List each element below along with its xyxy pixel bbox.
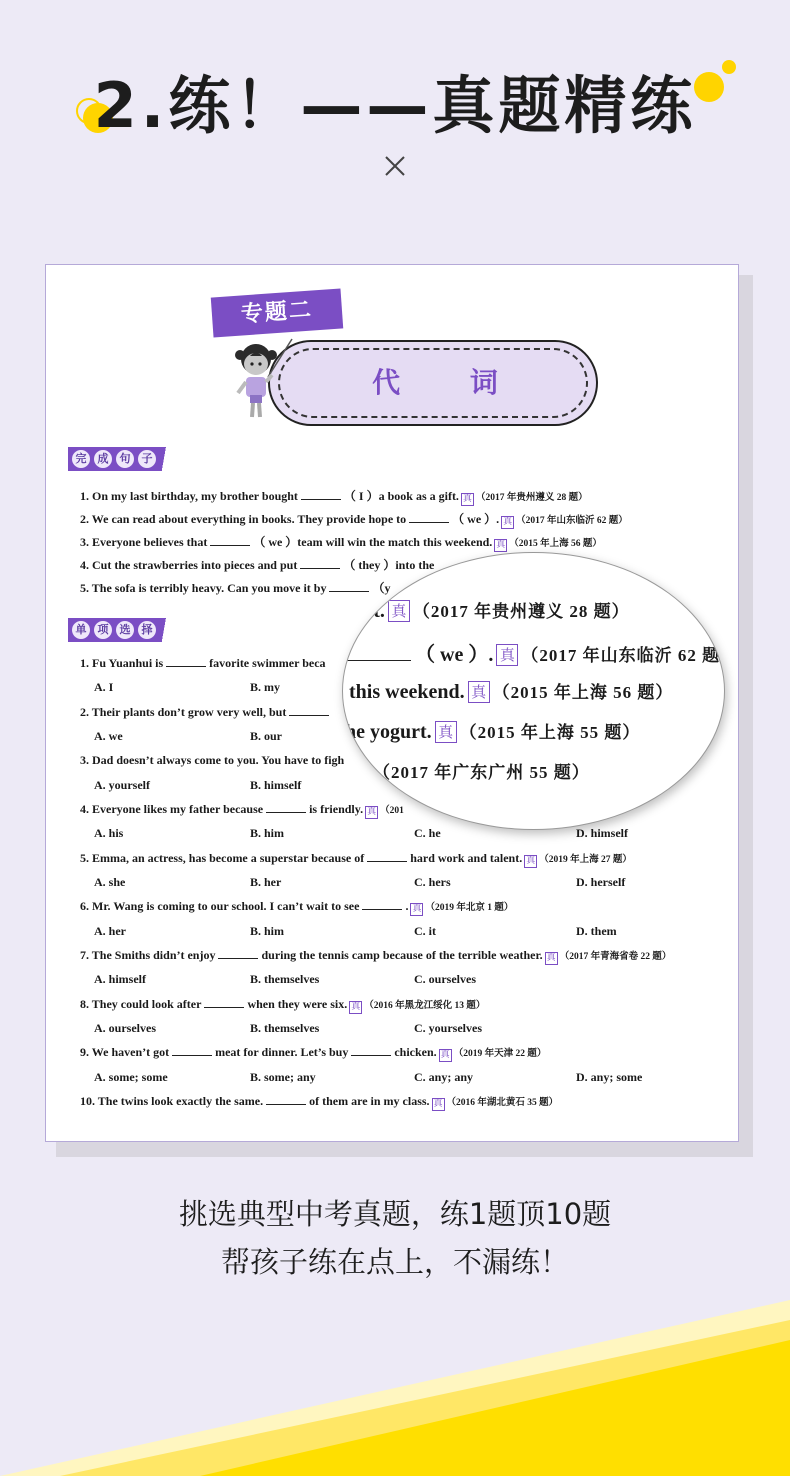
lens-line: （2017 年广东广州 55 题） (373, 763, 590, 782)
topic-banner: 专题二 (211, 289, 343, 338)
choice-option: A. yourself (94, 778, 150, 792)
choice-option: A. we (94, 729, 123, 743)
choice-option: B. her (250, 875, 282, 889)
choice-option: B. him (250, 826, 285, 840)
choice-question: 5. Emma, an actress, has become a superstar because of hard work and talent. 真 （2019 年上海 27 题） (80, 851, 632, 866)
caption-line-2: 帮孩子练在点上，不漏练！ (220, 1245, 569, 1279)
fill-question: 1. On my last birthday, my brother bought （ I ）a book as a gift. 真 （2017 年贵州遵义 28 题） (80, 489, 588, 504)
choice-option: D. herself (576, 875, 626, 889)
choice-question: 4. Everyone likes my father because is friendly. 真 （201 (80, 802, 404, 817)
choice-option: B. themselves (250, 972, 320, 986)
choice-question: 10. The twins look exactly the same. of them are in my class. 真 （2016 年湖北黄石 35 题） (80, 1094, 559, 1109)
choice-option: A. I (94, 680, 114, 694)
lens-line: gift. 真 （2017 年贵州遵义 28 题） (351, 600, 630, 622)
lens-line: he yogurt. 真 （2015 年上海 55 题） (345, 721, 641, 743)
choice-option: D. any; some (576, 1070, 643, 1084)
choice-option: B. our (250, 729, 283, 743)
choice-option: C. he (414, 826, 441, 840)
fill-question: 3. Everyone believes that （ we ）team will win the match this weekend. 真 （2015 年上海 56 题） (80, 535, 602, 550)
choice-option: D. them (576, 924, 617, 938)
page-title: 2.练！——真题精练 (93, 69, 697, 142)
choice-option: A. she (94, 875, 126, 889)
choice-option: B. some; any (250, 1070, 316, 1084)
topic-title: 代 词 (372, 366, 528, 399)
lens-line: this weekend. 真 （2015 年上海 56 题） (349, 681, 674, 703)
lens-line: （ we ）. 真 （2017 年山东临沂 62 题 (347, 638, 720, 667)
choice-question: 3. Dad doesn’t always come to you. You have to figh (80, 753, 345, 767)
section-tag-multiple-choice: 单 项 选 择 (68, 618, 179, 642)
caption-line-1: 挑选典型中考真题，练1题顶10题 (178, 1197, 612, 1231)
choice-option: A. her (94, 924, 126, 938)
choice-question: 6. Mr. Wang is coming to our school. I can’t wait to see . 真 （2019 年北京 1 题） (80, 899, 514, 914)
choice-option: B. themselves (250, 1021, 320, 1035)
section-tag-complete-sentences: 完 成 句 子 (68, 447, 179, 471)
choice-question: 9. We haven’t got meat for dinner. Let’s buy chicken. 真 （2019 年天津 22 题） (80, 1045, 547, 1060)
choice-option: D. himself (576, 826, 628, 840)
choice-option: C. yourselves (414, 1021, 482, 1035)
choice-option: C. ourselves (414, 972, 476, 986)
choice-option: A. himself (94, 972, 146, 986)
choice-option: B. himself (250, 778, 302, 792)
choice-question: 7. The Smiths didn’t enjoy during the tennis camp because of the terrible weather. 真 （2017 年青海省卷 22 题） (80, 948, 672, 963)
choice-question: 8. They could look after when they were six. 真 （2016 年黑龙江绥化 13 题） (80, 997, 486, 1012)
fill-question: 4. Cut the strawberries into pieces and put （ they ）into the (80, 558, 435, 572)
choice-option: A. his (94, 826, 124, 840)
fill-question: 5. The sofa is terribly heavy. Can you move it by （y (80, 581, 391, 595)
choice-question: 2. Their plants don’t grow very well, but (80, 705, 332, 720)
choice-option: A. ourselves (94, 1021, 156, 1035)
fill-question: 2. We can read about everything in books. They provide hope to （ we ）. 真 （2017 年山东临沂 62 题） (80, 512, 628, 527)
choice-option: C. it (414, 924, 436, 938)
choice-option: C. hers (414, 875, 451, 889)
choice-option: C. any; any (414, 1070, 474, 1084)
choice-question: 1. Fu Yuanhui is favorite swimmer beca (80, 656, 326, 670)
choice-option: B. my (250, 680, 280, 694)
choice-option: A. some; some (94, 1070, 168, 1084)
choice-option: B. him (250, 924, 285, 938)
